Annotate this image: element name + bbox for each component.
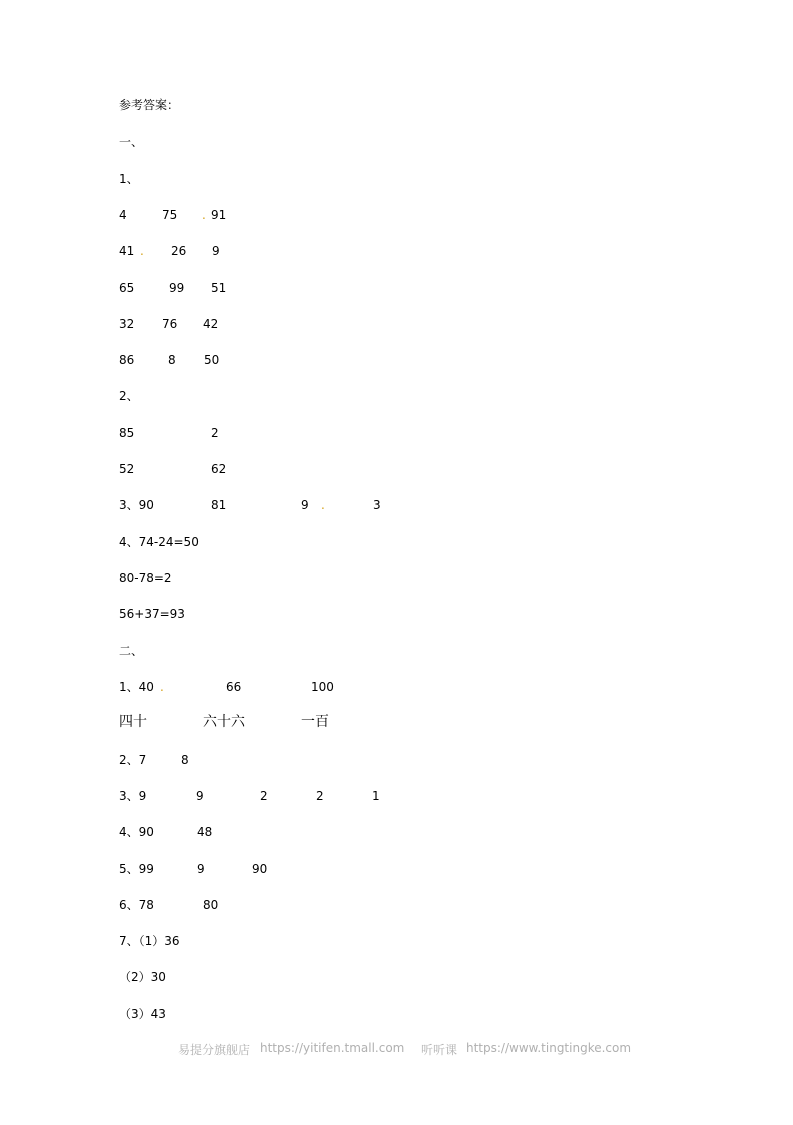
q3-label: 3、90 — [119, 498, 154, 512]
p2-q2-line — [119, 751, 189, 769]
q2-row1-a: 85 — [119, 426, 135, 440]
q2-row — [119, 424, 219, 442]
q1-row1-a: 4 — [119, 208, 127, 222]
q1-row2-a: 41 — [119, 244, 135, 258]
q2-row2-a: 52 — [119, 462, 135, 476]
p2-q5-label: 5、99 — [119, 862, 154, 876]
q1-row3-c: 51 — [211, 281, 227, 295]
q1-row — [119, 279, 227, 297]
dot-mark: . — [160, 680, 164, 694]
q2-row — [119, 460, 227, 478]
word-hundred: 一百 — [301, 714, 329, 730]
q1-row5-c: 50 — [204, 353, 220, 367]
q1-row2-c: 9 — [212, 244, 220, 258]
p2-q1-words — [119, 713, 329, 731]
p2-q3-label: 3、9 — [119, 789, 147, 803]
q1-row5-b: 8 — [168, 353, 176, 367]
q1-row — [119, 351, 220, 369]
footer-shop-name-1: 易提分旗舰店 — [178, 1043, 251, 1057]
q1-row5-a: 86 — [119, 353, 135, 367]
q1-row — [119, 206, 227, 224]
section-one-text: 一、 — [119, 135, 144, 149]
footer-shop-name-2: 听听课 — [421, 1043, 458, 1057]
section-two-text: 二、 — [119, 644, 144, 658]
q1-row2-b: 26 — [171, 244, 187, 258]
q4-equation-2: 80-78=2 — [119, 571, 172, 585]
p2-q6-line — [119, 896, 219, 914]
q1-row3-b: 99 — [169, 281, 185, 295]
q1-row — [119, 242, 220, 260]
p2-q4-line — [119, 823, 213, 841]
word-forty: 四十 — [119, 714, 147, 730]
dot-mark: . — [202, 208, 206, 222]
p2-q3-value-1: 9 — [196, 789, 204, 803]
p2-q5-value-2: 90 — [252, 862, 268, 876]
q3-line — [119, 496, 381, 514]
q4-equation-3: 56+37=93 — [119, 607, 185, 621]
p2-q6-value-1: 80 — [203, 898, 219, 912]
q1-row4-c: 42 — [203, 317, 219, 331]
p2-q1-line — [119, 678, 334, 696]
q1-row4-b: 76 — [162, 317, 178, 331]
p2-q1-value-1: 66 — [226, 680, 242, 694]
q3-value-1: 81 — [211, 498, 227, 512]
p2-q5-line — [119, 860, 268, 878]
title-text: 参考答案： — [119, 98, 180, 112]
q2-row1-b: 2 — [211, 426, 219, 440]
p2-q2-label: 2、7 — [119, 753, 147, 767]
p2-q7-sub-1: 7、（1）36 — [119, 934, 180, 948]
dot-mark: . — [140, 244, 144, 258]
q1-row1-b: 75 — [162, 208, 178, 222]
word-sixty-six: 六十六 — [203, 714, 245, 730]
p2-q1-label: 1、40 — [119, 680, 154, 694]
q3-value-3: 3 — [373, 498, 381, 512]
dot-mark: . — [321, 498, 325, 512]
p2-q1-value-2: 100 — [311, 680, 334, 694]
q4-equation-1: 4、74-24=50 — [119, 535, 199, 549]
q2-row2-b: 62 — [211, 462, 227, 476]
q1-row3-a: 65 — [119, 281, 135, 295]
page-footer — [178, 1041, 632, 1125]
p2-q7-sub-2: （2）30 — [119, 970, 166, 984]
p2-q3-value-2: 2 — [260, 789, 268, 803]
footer-url-2[interactable]: https://www.tingtingke.com — [466, 1041, 632, 1055]
q1-row — [119, 315, 219, 333]
q1-row4-a: 32 — [119, 317, 135, 331]
p2-q4-label: 4、90 — [119, 825, 154, 839]
q2-label: 2、 — [119, 389, 139, 403]
p2-q5-value-1: 9 — [197, 862, 205, 876]
p2-q2-value-1: 8 — [181, 753, 189, 767]
q3-value-2: 9 — [301, 498, 309, 512]
p2-q4-value-1: 48 — [197, 825, 213, 839]
p2-q6-label: 6、78 — [119, 898, 154, 912]
p2-q3-line — [119, 787, 380, 805]
p2-q7-sub-3: （3）43 — [119, 1007, 166, 1021]
footer-url-1[interactable]: https://yitifen.tmall.com — [260, 1041, 405, 1055]
p2-q3-value-4: 1 — [372, 789, 380, 803]
p2-q3-value-3: 2 — [316, 789, 324, 803]
q1-label: 1、 — [119, 172, 139, 186]
q1-row1-c: 91 — [211, 208, 227, 222]
